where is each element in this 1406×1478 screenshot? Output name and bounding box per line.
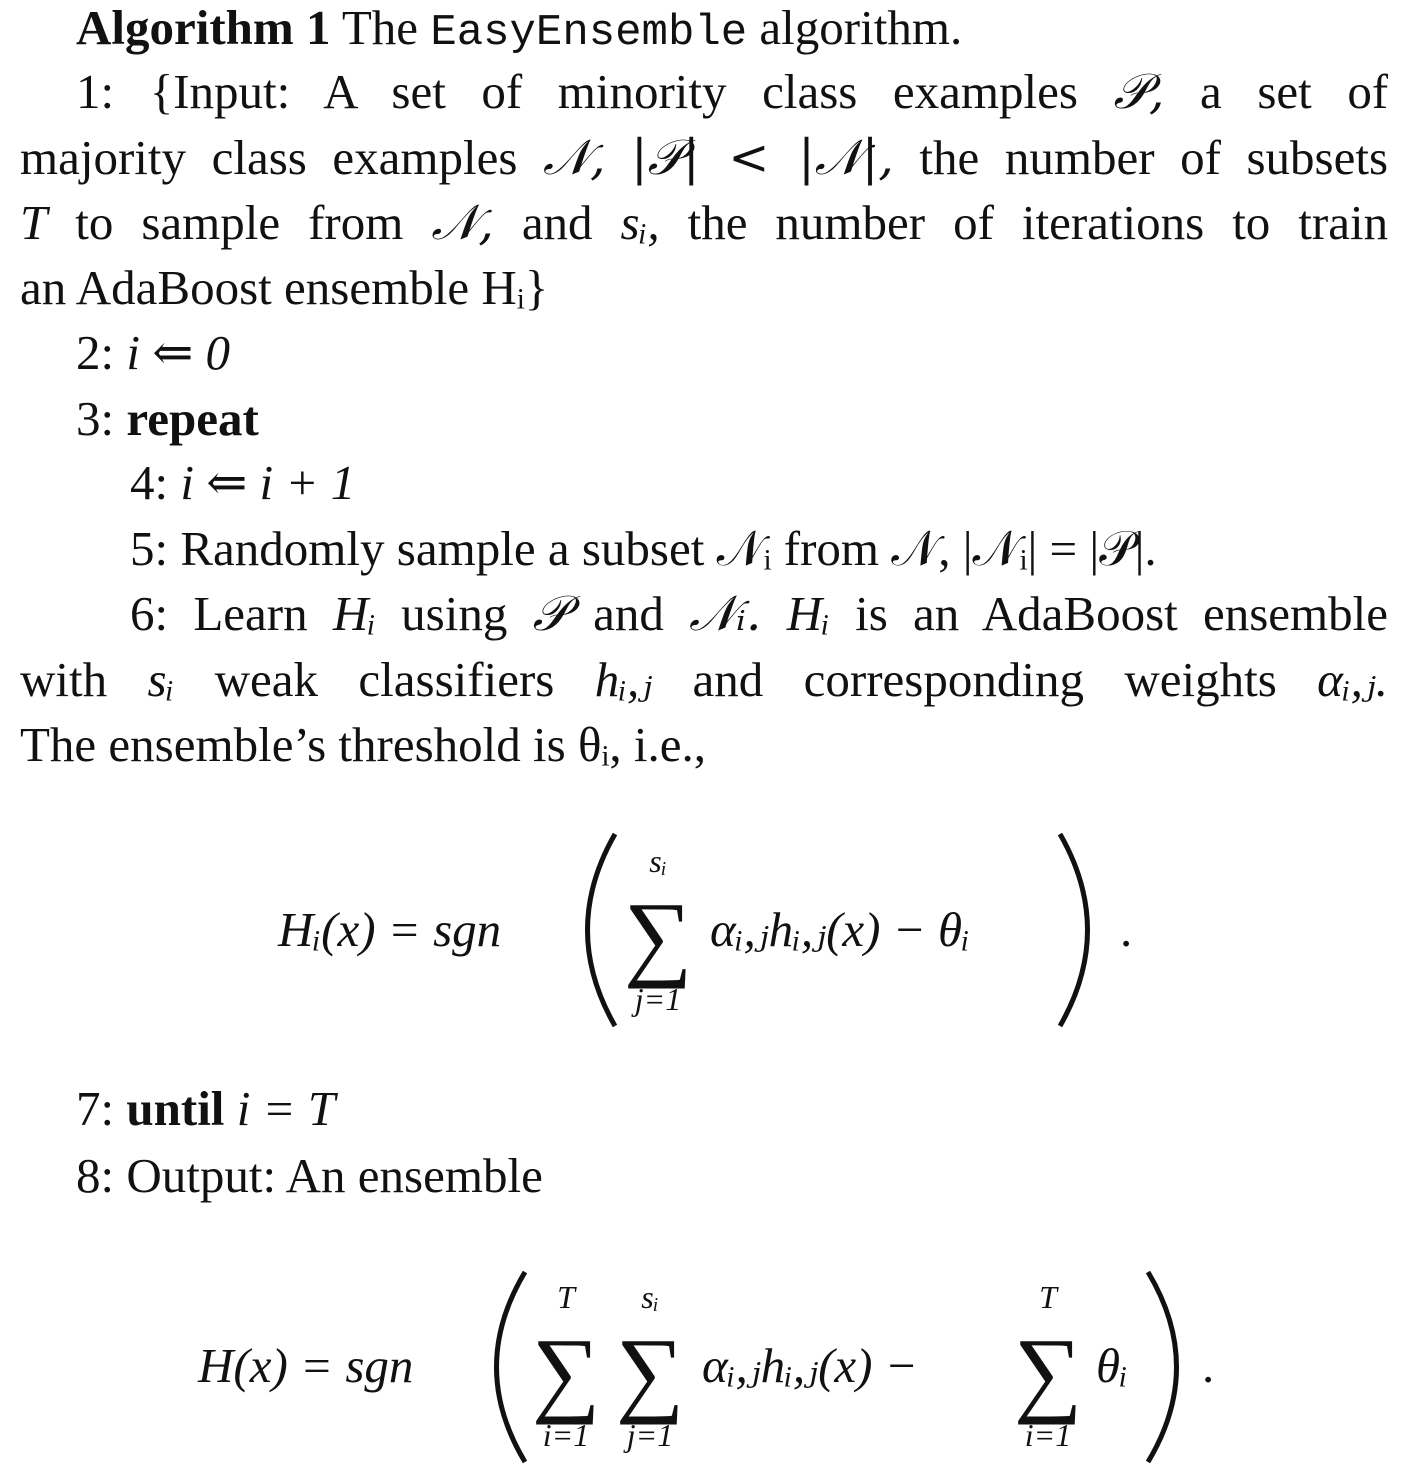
step-1-line-3: T to sample from 𝒩, and sᵢ, the number of iterations to train	[20, 194, 1388, 251]
step-2: 2: i ⇐ 0	[76, 325, 231, 380]
eq2-right-paren	[1148, 1272, 1177, 1462]
eq2-sum3-lower: i=1	[1024, 1417, 1072, 1453]
caption-pre: The	[341, 0, 419, 55]
eq2-sum1-symbol: ∑	[531, 1318, 601, 1425]
caption-post: algorithm.	[759, 0, 963, 55]
eq1-end: .	[1120, 902, 1133, 957]
step-6-line-2: with sᵢ weak classifiers hᵢ,ⱼ and corresponding weights αᵢ,ⱼ.	[20, 652, 1388, 707]
eq1-sum-upper: sᵢ	[649, 843, 667, 879]
eq1-term: αᵢ,ⱼhᵢ,ⱼ(x) − θᵢ	[710, 902, 970, 957]
step-3: 3: repeat	[76, 391, 259, 446]
step-8: 8: Output: An ensemble	[76, 1148, 543, 1203]
caption-name: EasyEnsemble	[430, 8, 748, 58]
eq2-sum2-lower: j=1	[626, 1417, 674, 1453]
eq2-end: .	[1202, 1338, 1215, 1393]
step-6-line-3: The ensemble’s threshold is θᵢ, i.e.,	[20, 717, 707, 772]
eq1-sum-lower: j=1	[634, 981, 682, 1017]
eq1-left-paren	[588, 834, 616, 1026]
step-6-line-1: 6: Learn Hᵢ using 𝒫 and 𝒩ᵢ. Hᵢ is an AdaBoost ensemble	[130, 585, 1388, 642]
eq2-sum2-symbol: ∑	[615, 1318, 685, 1425]
algorithm-caption	[76, 0, 1388, 60]
eq1-lhs: Hᵢ(x) = sgn	[278, 902, 502, 957]
equation-1	[260, 820, 1160, 1040]
step-5: 5: Randomly sample a subset 𝒩ᵢ from 𝒩, |𝒩ᵢ| = |𝒫|.	[130, 521, 1157, 576]
eq2-sum3-upper: T	[1039, 1279, 1057, 1315]
eq1-sum-symbol: ∑	[623, 882, 693, 989]
step-7: 7: until i = T	[76, 1081, 336, 1136]
caption-label: Algorithm 1	[76, 0, 331, 55]
eq2-sum1-lower: i=1	[542, 1417, 590, 1453]
eq2-tail: θᵢ	[1096, 1338, 1128, 1393]
eq1-right-paren	[1060, 834, 1088, 1026]
step-1-number: 1:	[76, 64, 115, 119]
eq2-lhs: H(x) = sgn	[198, 1338, 414, 1393]
eq2-sum1-upper: T	[557, 1279, 575, 1315]
step-4: 4: i ⇐ i + 1	[130, 455, 356, 510]
step-1-line-4: an AdaBoost ensemble Hᵢ}	[20, 260, 549, 315]
equation-2	[180, 1262, 1260, 1472]
eq2-left-paren	[497, 1272, 526, 1462]
eq2-term: αᵢ,ⱼhᵢ,ⱼ(x) −	[702, 1338, 918, 1393]
eq2-sum3-symbol: ∑	[1013, 1318, 1083, 1425]
step-1-line-1: 1: {Input: A set of minority class examples 𝒫, a set of	[76, 63, 1388, 120]
step-1-line-2: majority class examples 𝒩, |𝒫| < |𝒩|, the number of subsets	[20, 129, 1388, 186]
eq2-sum2-upper: sᵢ	[641, 1279, 659, 1315]
